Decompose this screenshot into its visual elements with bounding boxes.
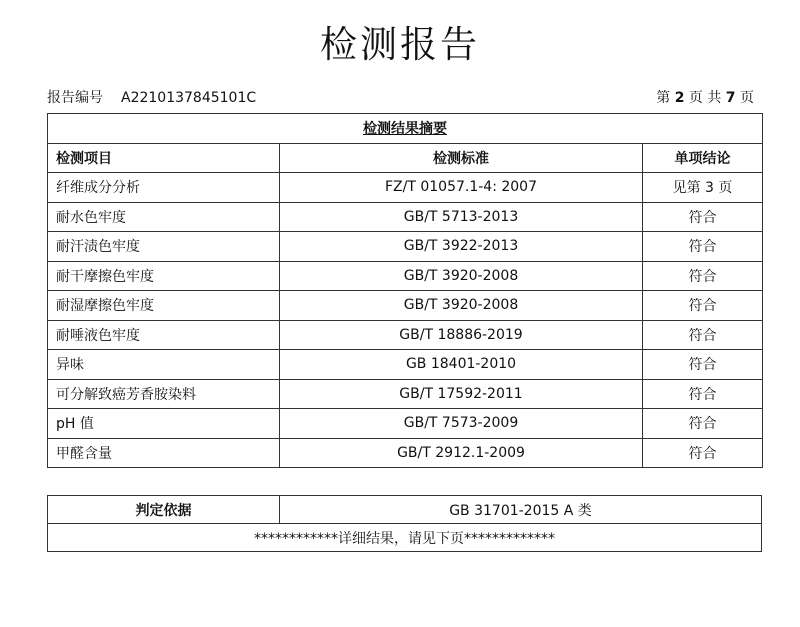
cell-result: 符合 (643, 320, 763, 350)
cell-item: 耐干摩擦色牢度 (48, 261, 280, 291)
cell-item: 耐湿摩擦色牢度 (48, 291, 280, 321)
judgement-table (47, 495, 762, 552)
summary-rows (48, 173, 763, 468)
table-row (48, 202, 763, 232)
cell-result: 符合 (643, 350, 763, 380)
cell-standard: FZ/T 01057.1-4: 2007 (280, 173, 643, 203)
cell-standard: GB/T 18886-2019 (280, 320, 643, 350)
report-number-label: 报告编号 (47, 90, 103, 106)
cell-standard: GB/T 2912.1-2009 (280, 438, 643, 468)
table-row (48, 438, 763, 468)
report-number (47, 87, 256, 107)
summary-caption: 检测结果摘要 (48, 114, 763, 144)
cell-standard: GB/T 7573-2009 (280, 409, 643, 439)
table-row (48, 409, 763, 439)
cell-item: 异味 (48, 350, 280, 380)
page-indicator (656, 87, 754, 107)
cell-result: 符合 (643, 291, 763, 321)
cell-result: 见第 3 页 (643, 173, 763, 203)
col-header-result: 单项结论 (643, 143, 763, 173)
judgement-label: 判定依据 (48, 496, 280, 524)
cell-item: 耐汗渍色牢度 (48, 232, 280, 262)
table-row (48, 291, 763, 321)
cell-item: 耐水色牢度 (48, 202, 280, 232)
page-prefix: 第 (656, 90, 671, 106)
table-row (48, 320, 763, 350)
report-title: 检测报告 (320, 23, 480, 66)
col-header-item: 检测项目 (48, 143, 280, 173)
cell-item: 甲醛含量 (48, 438, 280, 468)
cell-standard: GB/T 17592-2011 (280, 379, 643, 409)
cell-result: 符合 (643, 438, 763, 468)
summary-table (47, 113, 763, 468)
cell-result: 符合 (643, 202, 763, 232)
cell-item: pH 值 (48, 409, 280, 439)
cell-standard: GB 18401-2010 (280, 350, 643, 380)
judgement-value: GB 31701-2015 A 类 (280, 496, 762, 524)
cell-item: 耐唾液色牢度 (48, 320, 280, 350)
table-row (48, 261, 763, 291)
page-total: 7 (725, 90, 736, 106)
cell-item: 纤维成分分析 (48, 173, 280, 203)
judgement-note: ************详细结果，请见下页************* (48, 524, 762, 552)
cell-standard: GB/T 3920-2008 (280, 261, 643, 291)
table-row (48, 379, 763, 409)
page-mid: 页 共 (688, 90, 722, 106)
col-header-standard: 检测标准 (280, 143, 643, 173)
table-row (48, 232, 763, 262)
table-row (48, 350, 763, 380)
cell-result: 符合 (643, 261, 763, 291)
report-number-value: A2210137845101C (121, 90, 257, 106)
cell-standard: GB/T 3922-2013 (280, 232, 643, 262)
cell-standard: GB/T 3920-2008 (280, 291, 643, 321)
page-suffix: 页 (740, 90, 754, 106)
page-current: 2 (674, 90, 685, 106)
cell-result: 符合 (643, 232, 763, 262)
cell-standard: GB/T 5713-2013 (280, 202, 643, 232)
cell-result: 符合 (643, 409, 763, 439)
cell-item: 可分解致癌芳香胺染料 (48, 379, 280, 409)
cell-result: 符合 (643, 379, 763, 409)
table-row (48, 173, 763, 203)
